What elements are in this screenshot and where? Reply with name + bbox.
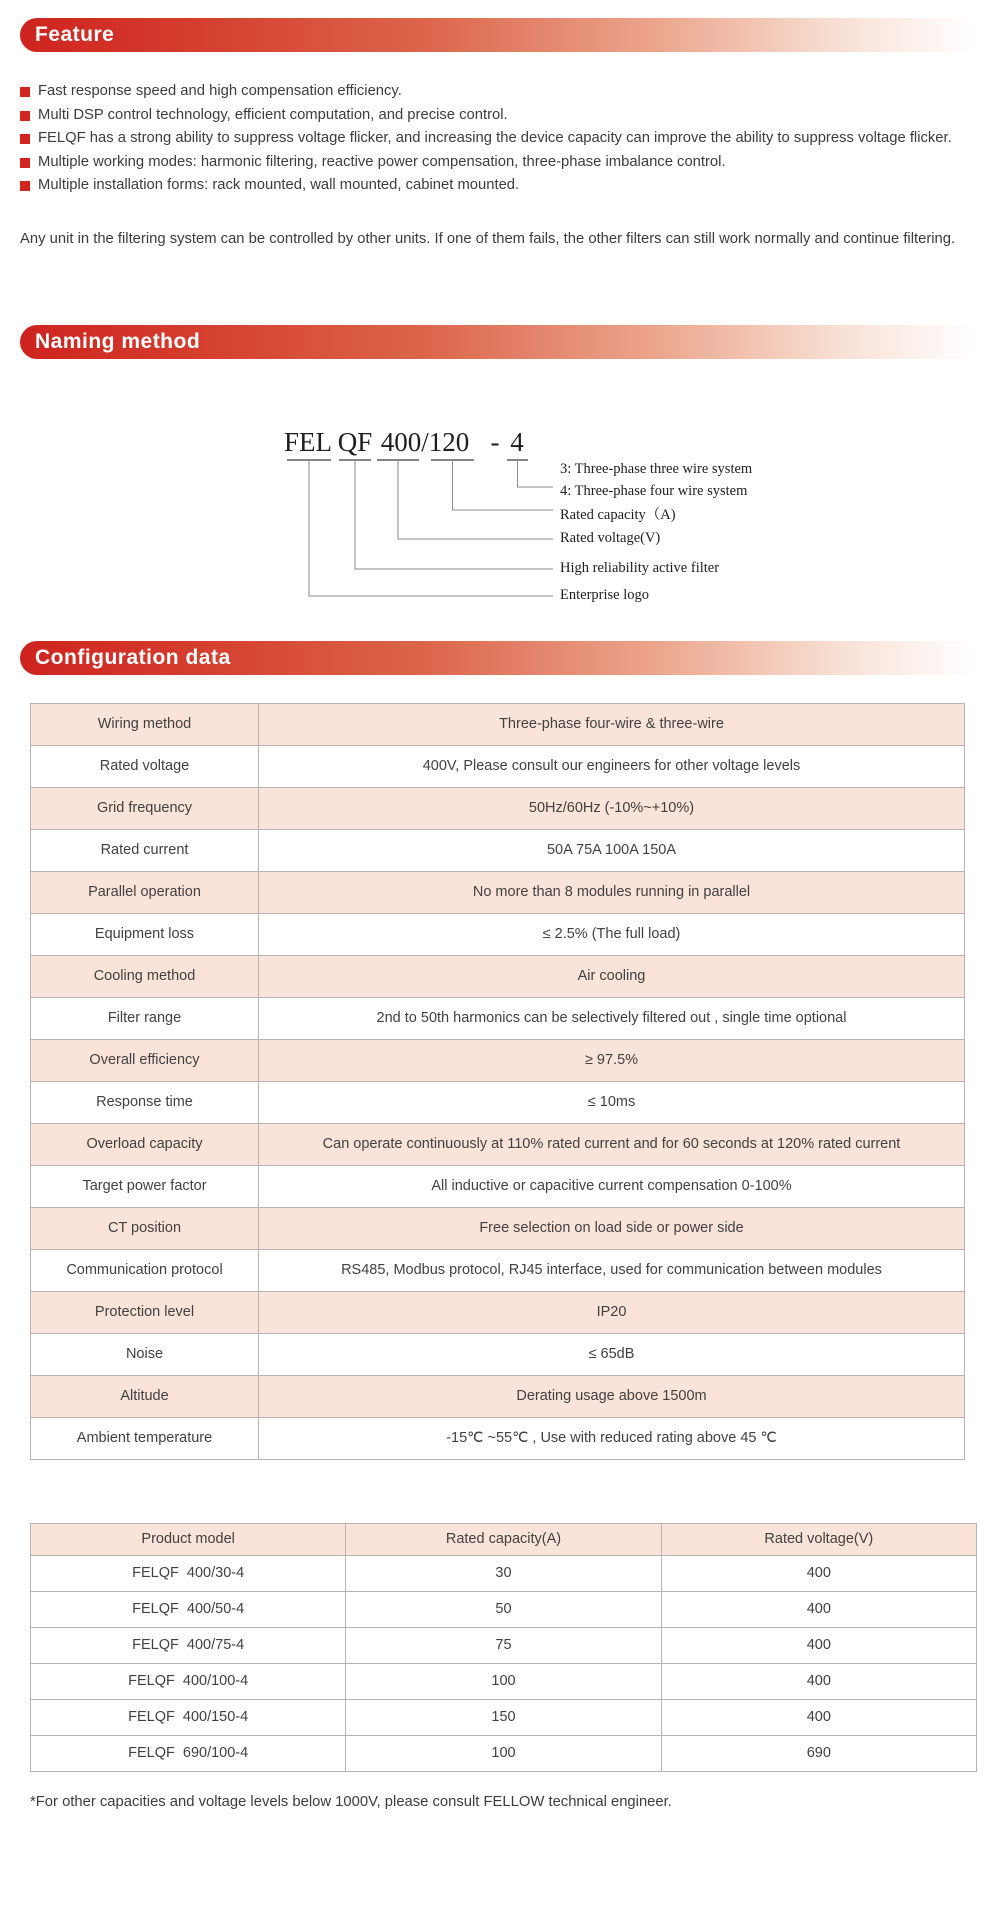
config-value: ≤ 10ms [259, 1081, 965, 1123]
table-row [31, 745, 965, 787]
diagram-label-high-reliability: High reliability active filter [560, 559, 720, 576]
table-row [31, 1417, 965, 1459]
list-item [20, 104, 980, 128]
column-header-product-model: Product model [31, 1523, 346, 1555]
bullet-text: Multiple working modes: harmonic filtering, reactive power compensation, three-phase imbalance control. [38, 153, 726, 170]
config-value: IP20 [259, 1291, 965, 1333]
config-value: ≤ 2.5% (The full load) [259, 913, 965, 955]
naming-title: Naming method [35, 329, 201, 353]
model-segment-enterprise: FEL [283, 426, 332, 457]
voltage-cell: 690 [661, 1735, 976, 1771]
diagram-label-enterprise-logo: Enterprise logo [560, 586, 649, 603]
voltage-cell: 400 [661, 1699, 976, 1735]
table-row [31, 1699, 977, 1735]
table-row [31, 1123, 965, 1165]
bullet-text: Multiple installation forms: rack mounted, wall mounted, cabinet mounted. [38, 177, 520, 193]
model-cell: FELQF 400/50-4 [31, 1591, 346, 1627]
config-label: Response time [31, 1081, 259, 1123]
model-cell: FELQF 400/30-4 [31, 1555, 346, 1591]
table-row [31, 829, 965, 871]
capacity-cell: 100 [346, 1735, 661, 1771]
list-item [20, 80, 980, 104]
config-value: 50A 75A 100A 150A [259, 829, 965, 871]
config-value: Can operate continuously at 110% rated current and for 60 seconds at 120% rated current [259, 1123, 965, 1165]
table-row [31, 997, 965, 1039]
config-label: Parallel operation [31, 871, 259, 913]
config-label: Rated voltage [31, 745, 259, 787]
table-row [31, 703, 965, 745]
config-value: Air cooling [259, 955, 965, 997]
config-label: Target power factor [31, 1165, 259, 1207]
config-value: ≥ 97.5% [259, 1039, 965, 1081]
config-label: CT position [31, 1207, 259, 1249]
bullet-square-icon [20, 158, 30, 168]
config-value: ≤ 65dB [259, 1333, 965, 1375]
diagram-label-four-wire: 4: Three-phase four wire system [560, 482, 748, 499]
config-label: Altitude [31, 1375, 259, 1417]
config-value: No more than 8 modules running in parallel [259, 871, 965, 913]
capacity-cell: 50 [346, 1591, 661, 1627]
config-value: 400V, Please consult our engineers for other voltage levels [259, 745, 965, 787]
config-value: 50Hz/60Hz (-10%~+10%) [259, 787, 965, 829]
table-row [31, 1591, 977, 1627]
model-segment-voltage-capacity: 400/120 [380, 426, 470, 457]
column-header-rated-voltage: Rated voltage(V) [661, 1523, 976, 1555]
naming-section-banner [20, 325, 985, 359]
config-label: Overload capacity [31, 1123, 259, 1165]
list-item [20, 151, 980, 175]
model-cell: FELQF 400/150-4 [31, 1699, 346, 1735]
capacity-cell: 100 [346, 1663, 661, 1699]
config-label: Wiring method [31, 703, 259, 745]
table-row [31, 787, 965, 829]
list-item [20, 127, 980, 151]
table-row [31, 1249, 965, 1291]
bullet-square-icon [20, 134, 30, 144]
product-model-table [30, 1523, 977, 1772]
model-segment-dash: - [490, 426, 500, 457]
config-label: Ambient temperature [31, 1417, 259, 1459]
feature-title: Feature [35, 23, 115, 46]
table-header-row [31, 1523, 977, 1555]
table-row [31, 1081, 965, 1123]
bullet-square-icon [20, 181, 30, 191]
feature-paragraph: Any unit in the filtering system can be controlled by other units. If one of them fails, the other filters can still work normally and continue filtering. [20, 230, 956, 247]
model-segment-wires: 4 [510, 426, 524, 457]
table-row [31, 1663, 977, 1699]
model-cell: FELQF 690/100-4 [31, 1735, 346, 1771]
bullet-text: FELQF has a strong ability to suppress voltage flicker, and increasing the device capacity can improve the ability to suppress voltage flicker. [38, 130, 952, 146]
config-value: Free selection on load side or power side [259, 1207, 965, 1249]
voltage-cell: 400 [661, 1591, 976, 1627]
config-label: Filter range [31, 997, 259, 1039]
bullet-text: Fast response speed and high compensation efficiency. [38, 83, 402, 99]
config-value: All inductive or capacitive current compensation 0-100% [259, 1165, 965, 1207]
config-value: 2nd to 50th harmonics can be selectively filtered out , single time optional [259, 997, 965, 1039]
configuration-title: Configuration data [35, 645, 231, 669]
config-label: Equipment loss [31, 913, 259, 955]
table-row [31, 913, 965, 955]
config-label: Communication protocol [31, 1249, 259, 1291]
footnote: *For other capacities and voltage levels below 1000V, please consult FELLOW technical engineer. [30, 1793, 672, 1810]
config-label: Noise [31, 1333, 259, 1375]
table-row [31, 955, 965, 997]
config-label: Protection level [31, 1291, 259, 1333]
config-label: Cooling method [31, 955, 259, 997]
table-row [31, 1207, 965, 1249]
capacity-cell: 30 [346, 1555, 661, 1591]
bullet-square-icon [20, 111, 30, 121]
capacity-cell: 150 [346, 1699, 661, 1735]
config-label: Grid frequency [31, 787, 259, 829]
config-label: Overall efficiency [31, 1039, 259, 1081]
diagram-label-three-wire: 3: Three-phase three wire system [560, 460, 753, 477]
bullet-text: Multi DSP control technology, efficient computation, and precise control. [38, 106, 508, 123]
table-row [31, 871, 965, 913]
configuration-table [30, 703, 965, 1460]
table-row [31, 1627, 977, 1663]
column-header-rated-capacity: Rated capacity(A) [346, 1523, 661, 1555]
table-row [31, 1291, 965, 1333]
table-row [31, 1555, 977, 1591]
configuration-section-banner [20, 641, 985, 675]
voltage-cell: 400 [661, 1555, 976, 1591]
table-row [31, 1333, 965, 1375]
diagram-label-rated-capacity: Rated capacity（A) [560, 506, 676, 523]
capacity-cell: 75 [346, 1627, 661, 1663]
table-row [31, 1039, 965, 1081]
feature-bullet-list [20, 80, 980, 198]
table-row [31, 1735, 977, 1771]
bullet-square-icon [20, 87, 30, 97]
model-cell: FELQF 400/75-4 [31, 1627, 346, 1663]
config-value: -15℃ ~55℃ , Use with reduced rating above 45 ℃ [259, 1417, 965, 1459]
table-row [31, 1165, 965, 1207]
diagram-label-rated-voltage: Rated voltage(V) [560, 529, 661, 546]
list-item [20, 174, 980, 198]
table-row [31, 1375, 965, 1417]
config-value: Three-phase four-wire & three-wire [259, 703, 965, 745]
config-label: Rated current [31, 829, 259, 871]
voltage-cell: 400 [661, 1627, 976, 1663]
model-cell: FELQF 400/100-4 [31, 1663, 346, 1699]
model-segment-series: QF [337, 426, 373, 457]
feature-section-banner [20, 18, 985, 52]
voltage-cell: 400 [661, 1663, 976, 1699]
config-value: Derating usage above 1500m [259, 1375, 965, 1417]
config-value: RS485, Modbus protocol, RJ45 interface, used for communication between modules [259, 1249, 965, 1291]
naming-diagram [0, 409, 1000, 609]
